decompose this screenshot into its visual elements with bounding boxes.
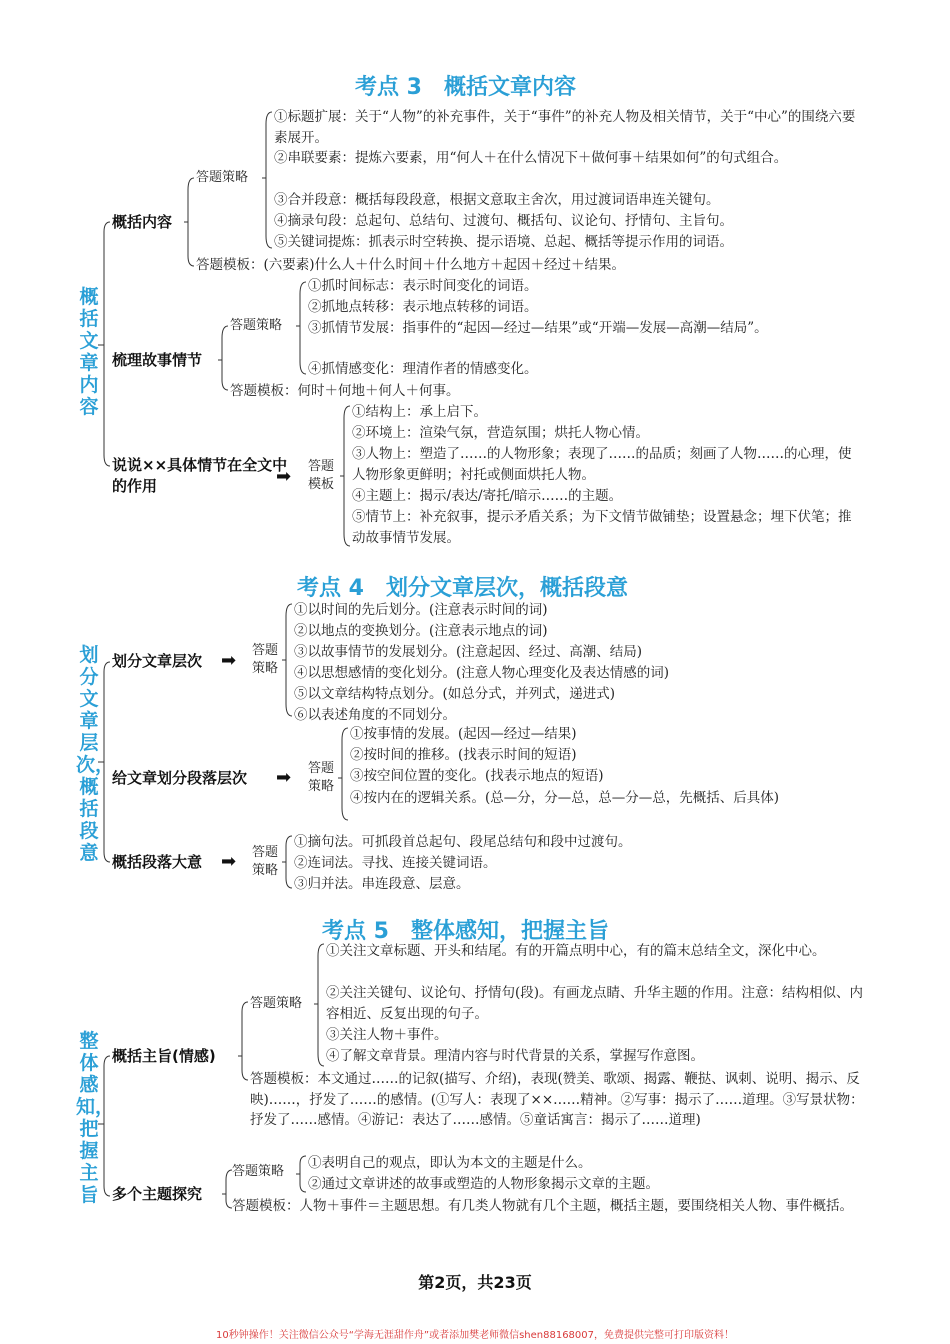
s5-n2-item-2: ②通过文章讲述的故事或塑造的人物形象揭示文章的主题。 xyxy=(308,1176,659,1192)
s3-n2-item-4: ④抓情感变化：理清作者的情感变化。 xyxy=(308,361,538,377)
s4-n2-item-1: ①按事情的发展。(起因—经过—结果) xyxy=(350,726,577,742)
s3-n1-item-3: ③合并段意：概括每段段意，根据文意取主舍次，用过渡词语串连关键句。 xyxy=(274,192,720,208)
s3-n2-item-1: ①抓时间标志：表示时间变化的词语。 xyxy=(308,278,538,294)
s5-n1-item-1: ①关注文章标题、开头和结尾。有的开篇点明中心，有的篇末总结全文，深化中心。 xyxy=(326,943,826,959)
s4-n3-item-2: ②连词法。寻找、连接关键词语。 xyxy=(294,855,497,871)
promo-text: 10秒钟操作！关注微信公众号“学海无涯甜作舟”或者添加樊老师微信shen88168007，免费提供完整可打印版资料！ xyxy=(215,1330,735,1341)
s3-n2-template: 答题模板：何时＋何地＋何人＋何事。 xyxy=(230,383,460,399)
node-plot-outline: 梳理故事情节 xyxy=(112,351,203,369)
strategy-label: 答题策略 xyxy=(230,318,283,333)
template-label: 答题模板 xyxy=(307,459,334,492)
node-paragraph-summary: 概括段落大意 xyxy=(112,853,203,871)
s3-n1-item-4: ④摘录句段：总起句、总结句、过渡句、概括句、议论句、抒情句、主旨句。 xyxy=(274,213,733,229)
section-4-title: 考点 4 划分文章层次，概括段意 xyxy=(297,576,628,601)
s4-n2-item-4: ④按内在的逻辑关系。(总—分，分—总，总—分—总，先概括、后具体) xyxy=(350,790,780,806)
strategy-label: 答题策略 xyxy=(196,170,249,185)
node-plot-function: 说说××具体情节在全文中的作用 xyxy=(112,456,288,495)
arrow-right-icon: ➡ xyxy=(276,466,292,487)
section-3-title: 考点 3 概括文章内容 xyxy=(355,75,576,100)
section-5-side-label: 整体感知，把握主旨 xyxy=(76,1030,115,1206)
s3-n1-item-1: ①标题扩展：关于“人物”的补充事件，关于“事件”的补充人物及相关情节，关于“中心”的围绕六要素展开。 xyxy=(274,109,856,146)
s4-n1-item-3: ③以故事情节的发展划分。(注意起因、经过、高潮、结局) xyxy=(294,644,643,660)
s4-n2-item-3: ③按空间位置的变化。(找表示地点的短语) xyxy=(350,768,604,784)
node-divide-layers: 划分文章层次 xyxy=(112,652,203,670)
s4-n1-item-1: ①以时间的先后划分。(注意表示时间的词) xyxy=(294,602,548,618)
s3-n1-item-5: ⑤关键词提炼：抓表示时空转换、提示语境、总起、概括等提示作用的词语。 xyxy=(274,234,733,250)
s5-n1-item-2: ②关注关键句、议论句、抒情句(段)。有画龙点睛、升华主题的作用。注意：结构相似、内容相近、反复出现的句子。 xyxy=(326,985,864,1022)
section-5-title: 考点 5 整体感知，把握主旨 xyxy=(322,919,609,944)
arrow-right-icon: ➡ xyxy=(221,851,237,872)
section-4-side-label: 划分文章层次，概括段意 xyxy=(76,644,115,864)
arrow-right-icon: ➡ xyxy=(276,767,292,788)
node-main-idea: 概括主旨(情感) xyxy=(112,1047,216,1065)
node-summarize-content: 概括内容 xyxy=(112,213,173,231)
s4-n2-item-2: ②按时间的推移。(找表示时间的短语) xyxy=(350,747,577,763)
strategy-label: 答题策略 xyxy=(307,761,334,794)
s4-n3-item-1: ①摘句法。可抓段首总起句、段尾总结句和段中过渡句。 xyxy=(294,834,632,850)
s3-n3-item-4: ④主题上：揭示/表达/寄托/暗示……的主题。 xyxy=(352,488,623,504)
page-number: 第2页，共23页 xyxy=(418,1273,532,1292)
s3-n2-item-3: ③抓情节发展：指事件的“起因—经过—结果”或“开端—发展—高潮—结局”。 xyxy=(308,320,768,336)
s5-n1-template: 答题模板：本文通过……的记叙(描写、介绍)，表现(赞美、歌颂、揭露、鞭挞、讽刺、说明、揭示、反映)……，抒发了……的感情。(①写人：表现了××……精神。②写事：揭示了……道理。③写景状物：抒发了……感情。④游记：表达了……感情。⑤童话寓言：揭示了……道理) xyxy=(250,1071,864,1128)
arrow-right-icon: ➡ xyxy=(221,650,237,671)
strategy-label: 答题策略 xyxy=(251,643,278,676)
strategy-label: 答题策略 xyxy=(251,845,278,878)
s3-n3-item-5: ⑤情节上：补充叙事，提示矛盾关系；为下文情节做铺垫；设置悬念；埋下伏笔；推动故事情节发展。 xyxy=(352,509,852,546)
s3-n1-template: 答题模板：(六要素)什么人＋什么时间＋什么地方＋起因＋经过＋结果。 xyxy=(196,257,626,273)
node-divide-paragraphs: 给文章划分段落层次 xyxy=(112,769,248,787)
s4-n1-item-4: ④以思想感情的变化划分。(注意人物心理变化及表达情感的词) xyxy=(294,665,670,681)
strategy-label: 答题策略 xyxy=(232,1164,285,1179)
section-3-side-label: 概括文章内容 xyxy=(79,286,99,418)
s4-n1-item-5: ⑤以文章结构特点划分。(如总分式，并列式，递进式) xyxy=(294,686,616,702)
s4-n3-item-3: ③归并法。串连段意、层意。 xyxy=(294,876,470,892)
s3-n3-item-3: ③人物上：塑造了……的人物形象；表现了……的品质；刻画了人物……的心理，使人物形象更鲜明；衬托或侧面烘托人物。 xyxy=(352,446,852,483)
s5-n1-item-3: ③关注人物＋事件。 xyxy=(326,1027,448,1043)
s4-n1-item-2: ②以地点的变换划分。(注意表示地点的词) xyxy=(294,623,548,639)
s3-n2-item-2: ②抓地点转移：表示地点转移的词语。 xyxy=(308,299,538,315)
strategy-label: 答题策略 xyxy=(250,996,303,1011)
s3-n1-item-2: ②串联要素：提炼六要素，用“何人＋在什么情况下＋做何事＋结果如何”的句式组合。 xyxy=(274,150,788,166)
node-multi-theme: 多个主题探究 xyxy=(112,1185,203,1203)
s5-n1-item-4: ④了解文章背景。理清内容与时代背景的关系，掌握写作意图。 xyxy=(326,1048,704,1064)
s4-n1-item-6: ⑥以表述角度的不同划分。 xyxy=(294,707,456,723)
s3-n3-item-2: ②环境上：渲染气氛，营造氛围；烘托人物心情。 xyxy=(352,425,649,441)
s3-n3-item-1: ①结构上：承上启下。 xyxy=(352,404,487,420)
s5-n2-template: 答题模板：人物＋事件＝主题思想。有几类人物就有几个主题，概括主题，要围绕相关人物、事件概括。 xyxy=(232,1198,853,1214)
s5-n2-item-1: ①表明自己的观点，即认为本文的主题是什么。 xyxy=(308,1155,592,1171)
